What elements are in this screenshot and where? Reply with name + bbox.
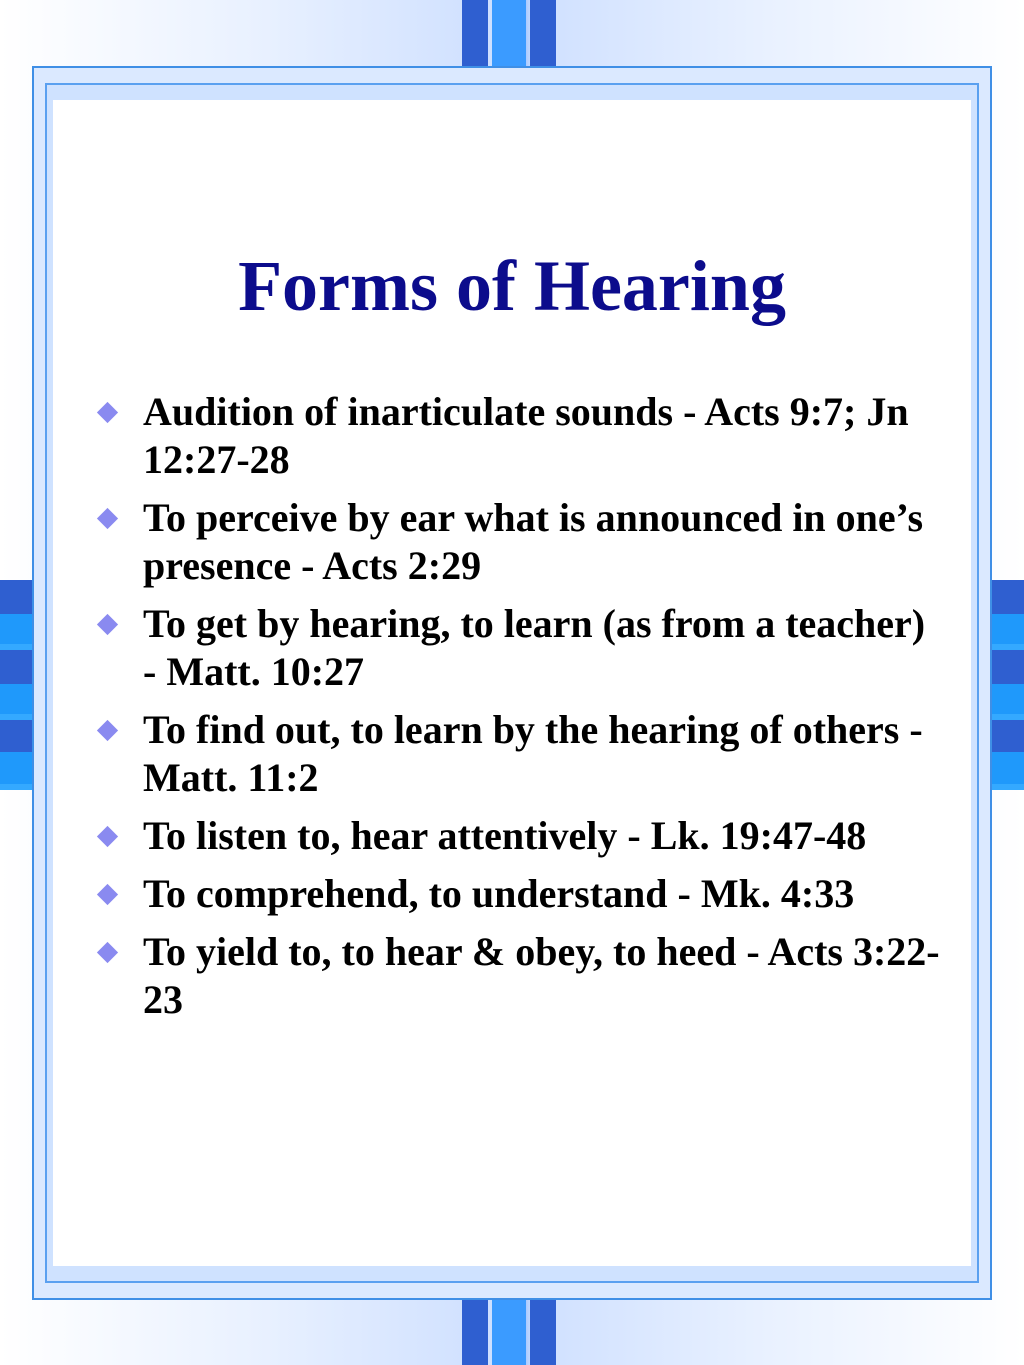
bullet-text: To perceive by ear what is announced in one’s presence - Acts 2:29 <box>143 495 924 588</box>
bullet-item <box>83 812 943 860</box>
bullet-text: To get by hearing, to learn (as from a teacher) - Matt. 10:27 <box>143 601 926 694</box>
bullet-list <box>83 388 943 1034</box>
bullet-item <box>83 388 943 484</box>
diamond-bullet-icon <box>97 402 118 423</box>
bullet-item <box>83 706 943 802</box>
diamond-bullet-icon <box>97 884 118 905</box>
diamond-bullet-icon <box>97 826 118 847</box>
bullet-item <box>83 928 943 1024</box>
diamond-bullet-icon <box>97 720 118 741</box>
bullet-text: To find out, to learn by the hearing of others - Matt. 11:2 <box>143 707 923 800</box>
bullet-text: Audition of inarticulate sounds - Acts 9:7; Jn 12:27-28 <box>143 389 909 482</box>
bullet-item <box>83 600 943 696</box>
bullet-item <box>83 494 943 590</box>
diamond-bullet-icon <box>97 508 118 529</box>
bullet-text: To comprehend, to understand - Mk. 4:33 <box>143 871 855 916</box>
slide-content-area <box>53 100 971 1266</box>
bullet-item <box>83 870 943 918</box>
diamond-bullet-icon <box>97 942 118 963</box>
bullet-text: To yield to, to hear & obey, to heed - Acts 3:22-23 <box>143 929 940 1022</box>
bullet-text: To listen to, hear attentively - Lk. 19:47-48 <box>143 813 867 858</box>
diamond-bullet-icon <box>97 614 118 635</box>
slide-title: Forms of Hearing <box>238 246 786 326</box>
